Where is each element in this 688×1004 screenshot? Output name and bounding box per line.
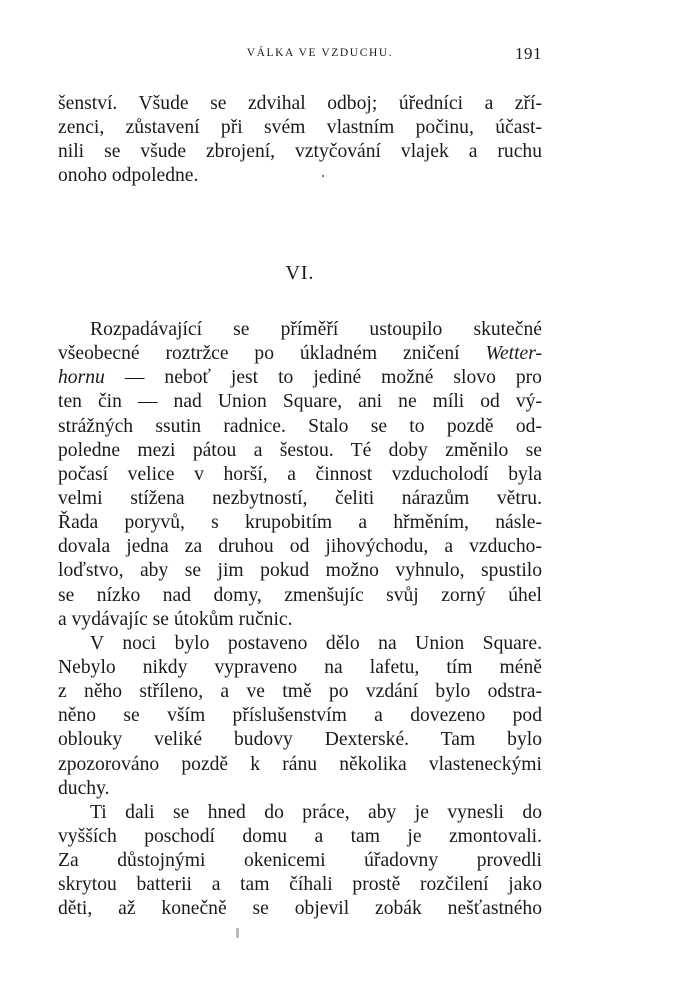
ink-speck xyxy=(322,175,324,177)
text-line: Za důstojnými okenicemi úřadovny provedli xyxy=(58,850,542,872)
page-number: 191 xyxy=(515,44,542,63)
text-line xyxy=(58,366,542,390)
text-segment: — neboť jest to jediné možné slovo pro xyxy=(124,367,542,389)
text-line: Ti dali se hned do práce, aby je vynesli do xyxy=(90,801,542,823)
text-segment: všeobecné roztržce po úkladném zničení xyxy=(58,343,460,365)
text-line: Řada poryvů, s krupobitím a hřměním, násle- xyxy=(58,512,542,534)
italic-name: hornu xyxy=(58,367,105,389)
text-line: V noci bylo postaveno dělo na Union Square. xyxy=(90,632,542,654)
text-line: nili se všude zbrojení, vztyčování vlajek a ruchu xyxy=(58,141,542,163)
text-line: poledne mezi pátou a šestou. Té doby změnilo se xyxy=(58,439,542,461)
text-line: zenci, zůstavení při svém vlastním počinu, účast- xyxy=(58,117,542,139)
chapter-body xyxy=(58,318,542,922)
text-line: duchy. xyxy=(58,777,110,799)
text-line: a vydávajíc se útokům ručnic. xyxy=(58,608,293,630)
chapter-heading: VI. xyxy=(285,262,315,284)
text-line: počasí velice v horší, a činnost vzducholodí byla xyxy=(58,463,542,485)
text-line: šenství. Všude se zdvihal odboj; úředníci a zří- xyxy=(58,93,542,114)
text-line: velmi stížena nezbytností, čeliti nárazům větru. xyxy=(58,487,542,509)
text-line: zpozorováno pozdě k ránu několika vlasteneckými xyxy=(58,753,542,775)
text-line: z něho stříleno, a ve tmě po vzdání bylo odstra- xyxy=(58,681,542,703)
text-line: Nebylo nikdy vypraveno na lafetu, tím méně xyxy=(58,656,542,678)
running-title: VÁLKA VE VZDUCHU. xyxy=(246,47,394,59)
text-line: Rozpadávající se příměří ustoupilo skutečné xyxy=(90,319,542,340)
ink-speck xyxy=(236,928,239,938)
italic-name: Wetter- xyxy=(485,343,542,365)
text-line: onoho odpoledne. xyxy=(58,165,199,187)
text-line: strážných ssutin radnice. Stalo se to pozdě od- xyxy=(58,415,542,437)
text-line xyxy=(58,342,542,366)
text-line: ten čin — nad Union Square, ani ne míli od vý- xyxy=(58,391,542,413)
running-header xyxy=(58,44,542,64)
text-line: se nízko nad domy, zmenšujíc svůj zorný úhel xyxy=(58,584,542,606)
text-line: skrytou batterii a tam číhali prostě rozčilení jako xyxy=(58,874,542,896)
text-line: něno se vším příslušenstvím a dovezeno pod xyxy=(58,705,542,727)
text-line: oblouky veliké budovy Dexterské. Tam bylo xyxy=(58,729,542,751)
top-paragraph xyxy=(58,92,542,189)
text-line: děti, až konečně se objevil zobák nešťastného xyxy=(58,898,542,920)
text-line: dovala jedna za druhou od jihovýchodu, a vzducho- xyxy=(58,536,542,558)
text-line: loďstvo, aby se jim pokud možno vyhnulo, spustilo xyxy=(58,560,542,582)
text-line: vyšších poschodí domu a tam je zmontovali. xyxy=(58,825,542,847)
